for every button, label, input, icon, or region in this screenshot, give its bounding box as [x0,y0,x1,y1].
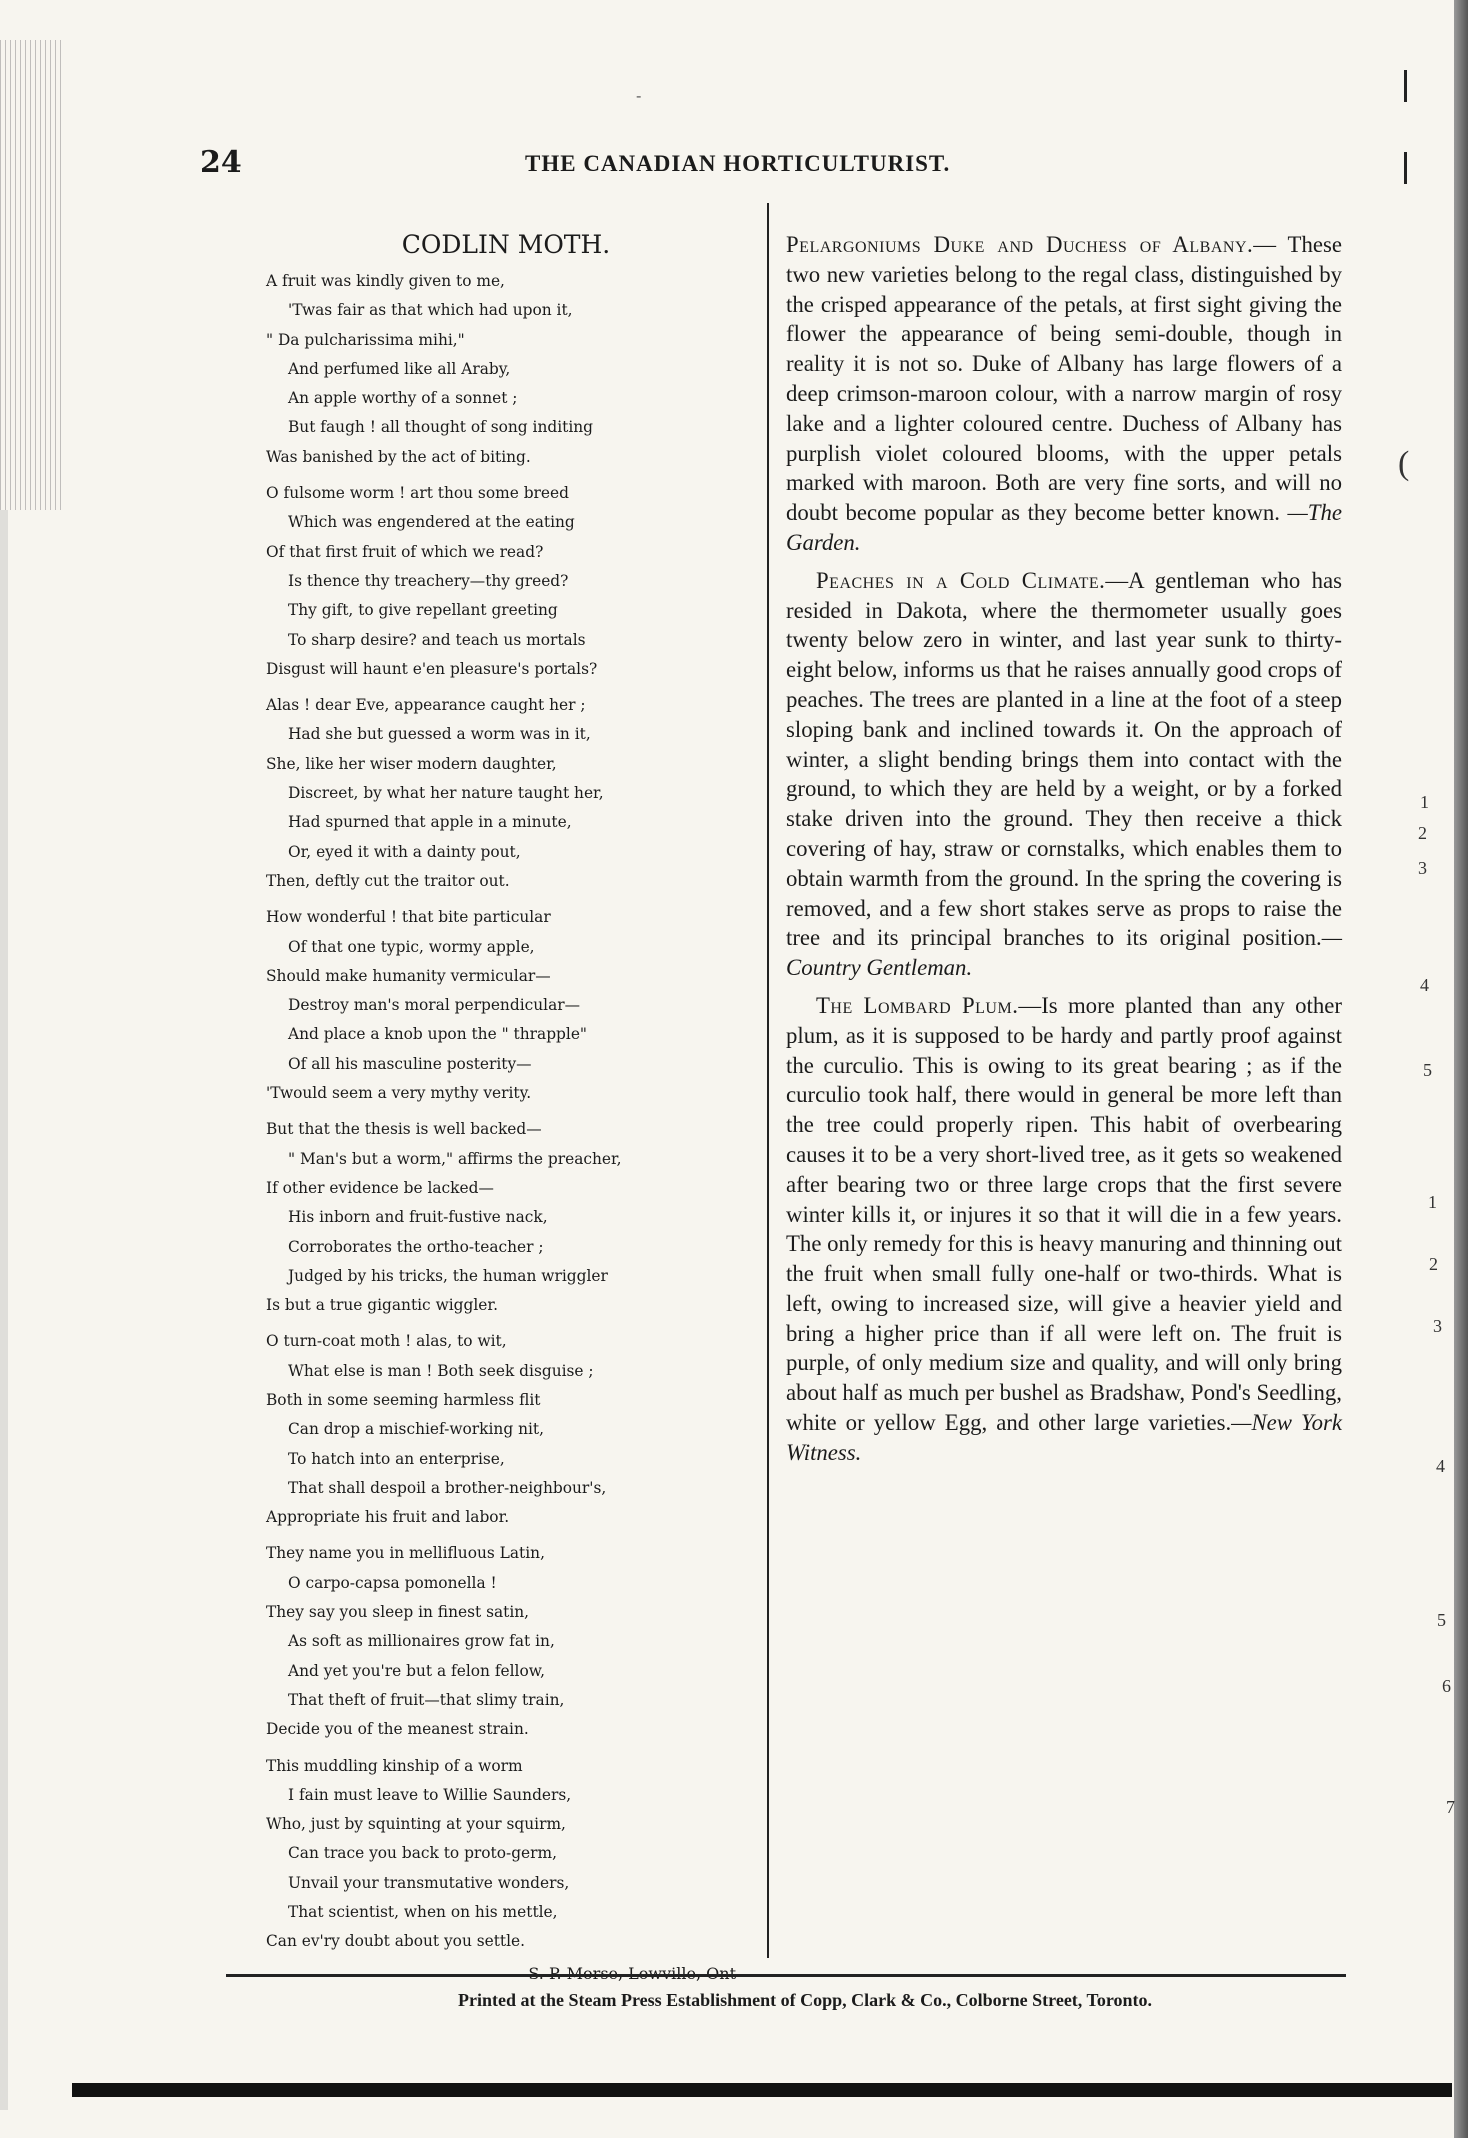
poem-line: Alas ! dear Eve, appearance caught her ; [266,696,586,715]
article-body: —Is more planted than any other plum, as it is supposed to be hardy and partly proof against the curculio. This is owing to its great bearing ; as if the curculio took half, there would in general be more left than the tree could properly ripen. This habit of overbearing causes it to be a very short-lived tree, as it gets so weakened after bearing two or three large crops that the first severe winter kills it, or injures it so that it will die in a few years. The only remedy for this is heavy manuring and thinning out the fruit when small fully one-half or two-thirds. What is left, owing to increased size, will give a heavier yield and bring a higher price than if all were left on. The fruit is purple, of only medium size and quality, and will only bring about half as much per bushel as Bradshaw, Pond's Seedling, white or yellow Egg, and other large varieties. [786,992,1342,1436]
poem-line: Of all his masculine posterity— [288,1054,532,1073]
margin-mark: 3 [1433,1316,1442,1336]
article-heading: Pelargoniums Duke and Duchess of Albany. [786,232,1254,257]
poem-line: Who, just by squinting at your squirm, [266,1815,566,1834]
poem-line: Unvail your transmutative wonders, [288,1873,570,1892]
scan-bottom-bar [72,2083,1452,2097]
page-header [200,145,1335,185]
poem-line: Thy gift, to give repellant greeting [288,601,558,620]
poem-stanza [266,267,746,472]
poem-line: O carpo-capsa pomonella ! [288,1573,497,1592]
poem-line: Destroy man's moral perpendicular— [288,996,580,1015]
poem-line: Can trace you back to proto-germ, [288,1844,557,1863]
margin-tick [1404,70,1407,102]
margin-mark: 1 [1428,1192,1437,1212]
poem-line: Is thence thy treachery—thy greed? [288,571,569,590]
margin-mark: 2 [1429,1254,1438,1274]
poem-line: But that the thesis is well backed— [266,1120,542,1139]
poem-line: As soft as millionaires grow fat in, [288,1632,555,1651]
poem-line: I fain must leave to Willie Saunders, [288,1785,572,1804]
poem-line: That scientist, when on his mettle, [288,1903,558,1922]
poem-line: Corroborates the ortho-teacher ; [288,1237,544,1256]
binding-edge [0,40,62,510]
margin-tick [1404,152,1407,184]
article-source: —New York Witness. [786,1410,1342,1465]
article-lombard-plum [786,991,1342,1468]
poem-line: Or, eyed it with a dainty pout, [288,842,521,861]
margin-mark: 6 [1442,1676,1451,1696]
page-right-edge [1454,0,1468,2138]
printer-imprint: Printed at the Steam Press Establishment of Copp, Clark & Co., Colborne Street, Toronto. [458,1990,1152,2010]
poem-line: Had she but guessed a worm was in it, [288,725,591,744]
poem-line: Is but a true gigantic wiggler. [266,1296,498,1315]
margin-mark: 3 [1418,858,1427,878]
poem-line: To hatch into an enterprise, [288,1449,505,1468]
poem-line: Should make humanity vermicular— [266,966,551,985]
poem-line: His inborn and fruit-fustive nack, [288,1208,548,1227]
poem-line: Discreet, by what her nature taught her, [288,784,604,803]
poem-column [266,230,746,1983]
poem-stanza [266,903,746,1108]
poem-line: Judged by his tricks, the human wriggler [288,1266,608,1285]
journal-title: THE CANADIAN HORTICULTURIST. [525,151,951,176]
footer-rule [226,1974,1346,1977]
article-peaches [786,566,1342,983]
margin-mark: 5 [1423,1060,1432,1080]
article-body: — These two new varieties belong to the regal class, distinguished by the crisped appearance of the petals, at first sight giving the flower the appearance of being semi-double, though in reality it is not so. Duke of Albany has large flowers of a deep crimson-maroon colour, with a narrow margin of rosy lake and a lighter coloured centre. Duchess of Albany has purplish violet coloured blooms, with the upper petals marked with maroon. Both are very fine sorts, and will no doubt become popular as they become better known. [786,232,1342,526]
poem-line: How wonderful ! that bite particular [266,908,551,927]
poem-stanza [266,1327,746,1532]
article-heading: Peaches in a Cold Climate. [816,567,1106,593]
article-pelargoniums [786,230,1342,558]
poem-line: Which was engendered at the eating [288,513,575,532]
prose-column [786,230,1342,1476]
poem-line: And yet you're but a felon fellow, [288,1661,545,1680]
poem-line: Decide you of the meanest strain. [266,1720,529,1739]
poem-line: 'Twould seem a very mythy verity. [266,1084,532,1103]
column-divider [767,203,769,1958]
poem-stanzas [266,267,746,1957]
poem-line: An apple worthy of a sonnet ; [288,389,518,408]
poem-line: Of that one typic, wormy apple, [288,937,535,956]
poem-line: O fulsome worm ! art thou some breed [266,484,569,503]
poem-line: And perfumed like all Araby, [288,359,511,378]
margin-mark: 1 [1420,792,1429,812]
poem-line: Had spurned that apple in a minute, [288,813,572,832]
poem-line: But faugh ! all thought of song inditing [288,418,594,437]
article-source: —Country Gentleman. [786,925,1342,981]
poem-line: This muddling kinship of a worm [266,1756,523,1775]
poem-line: A fruit was kindly given to me, [266,272,505,290]
poem-line: What else is man ! Both seek disguise ; [288,1361,594,1380]
poem-line: Appropriate his fruit and labor. [266,1508,510,1527]
poem-stanza [266,1115,746,1320]
poem-line: O turn-coat moth ! alas, to wit, [266,1332,507,1351]
poem-line: She, like her wiser modern daughter, [266,754,557,773]
poem-line: To sharp desire? and teach us mortals [288,630,586,649]
poem-line: Disgust will haunt e'en pleasure's portals? [266,659,598,678]
poem-stanza [266,1752,746,1957]
margin-mark: ( [1398,445,1410,482]
poem-line: Both in some seeming harmless flit [266,1390,541,1409]
poem-stanza [266,479,746,684]
margin-mark: 4 [1420,975,1429,995]
poem-line: Can ev'ry doubt about you settle. [266,1932,526,1951]
margin-mark: 2 [1418,823,1427,843]
poem-line: 'Twas fair as that which had upon it, [288,301,573,320]
poem-line: " Da pulcharissima mihi," [266,330,465,349]
poem-line: Was banished by the act of biting. [266,447,531,466]
article-body: —A gentleman who has resided in Dakota, where the thermometer usually goes twenty below zero in winter, and last year sunk to thirty-eight below, informs us that he raises annually good crops of peaches. The trees are planted in a line at the foot of a steep sloping bank and inclined towards it. On the approach of winter, a slight bending brings them into contact with the ground, to which they are held by a weight, or by a forked stake driven into the ground. They then receive a thick covering of hay, straw or cornstalks, which enables them to obtain warmth from the ground. In the spring the covering is removed, and a few short stakes serve as props to raise the tree and its principal branches to its original position. [786,567,1343,951]
binding-shadow [0,510,8,2110]
margin-mark: 4 [1436,1456,1445,1476]
poem-line: Then, deftly cut the traitor out. [266,871,510,890]
poem-line: If other evidence be lacked— [266,1178,494,1197]
margin-mark: 7 [1446,1797,1455,1817]
poem-line: Of that first fruit of which we read? [266,542,544,561]
article-heading: The Lombard Plum. [816,992,1019,1018]
poem-line: That theft of fruit—that slimy train, [288,1690,565,1709]
poem-line: " Man's but a worm," affirms the preacher, [288,1149,622,1168]
poem-stanza [266,1539,746,1744]
header-mark: - [636,86,642,105]
poem-line: And place a knob upon the " thrapple" [288,1025,588,1044]
poem-title: CODLIN MOTH. [401,230,611,259]
poem-line: They say you sleep in finest satin, [266,1603,530,1622]
margin-mark: 5 [1437,1610,1446,1630]
poem-stanza [266,691,746,896]
poem-line: Can drop a mischief-working nit, [288,1420,544,1439]
poem-line: That shall despoil a brother-neighbour's, [288,1478,607,1497]
page-number: 24 [200,145,242,180]
poem-line: They name you in mellifluous Latin, [266,1544,545,1563]
article-source: —The Garden. [786,500,1342,555]
